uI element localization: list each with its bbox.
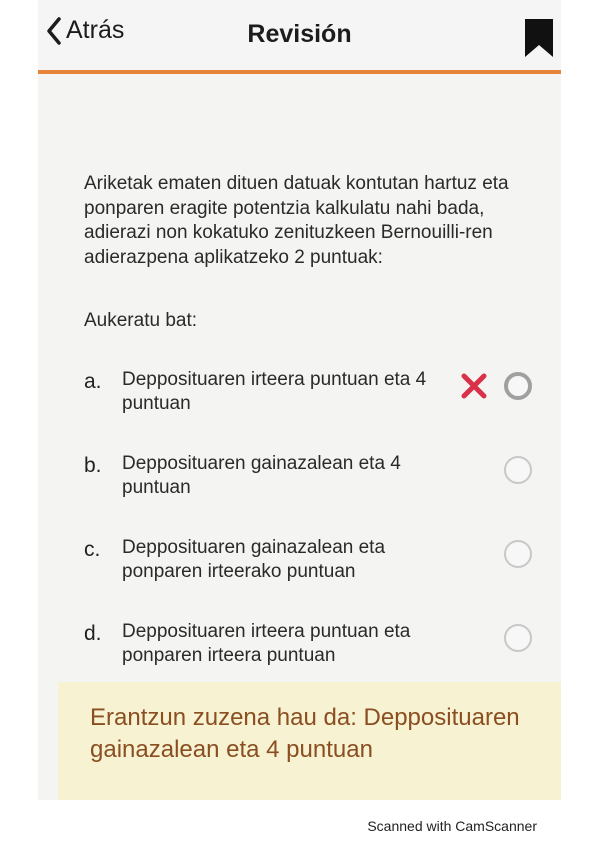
option-radio[interactable]	[504, 456, 532, 484]
navbar-divider	[38, 70, 561, 74]
option-letter: a.	[84, 370, 102, 393]
answer-option-d[interactable]	[84, 620, 544, 680]
answer-option-c[interactable]	[84, 536, 544, 596]
navbar	[38, 0, 561, 74]
option-radio[interactable]	[504, 540, 532, 568]
quiz-review-screen	[38, 0, 561, 800]
option-letter: b.	[84, 454, 102, 477]
feedback-text: Erantzun zuzena hau da: Depposituaren gainazalean eta 4 puntuan	[90, 704, 520, 763]
option-text: Depposituaren irteera puntuan eta ponparen irteera puntuan	[122, 621, 411, 666]
close-icon	[460, 372, 488, 400]
option-radio[interactable]	[504, 372, 532, 400]
option-radio[interactable]	[504, 624, 532, 652]
option-text: Depposituaren gainazalean eta 4 puntuan	[122, 453, 401, 498]
correct-answer-feedback	[58, 682, 561, 800]
answer-option-b[interactable]	[84, 452, 544, 512]
option-letter: d.	[84, 622, 102, 645]
question-text: Ariketak ematen dituen datuak kontutan hartuz eta ponparen eragite potentzia kalkulatu nahi bada, adierazi non kokatuko zenituzkeen Bernouilli-ren adierazpena aplikatzeko 2 puntuak:	[84, 173, 509, 268]
page-title: Revisión	[247, 20, 352, 48]
scanner-credit: Scanned with CamScanner	[367, 818, 537, 834]
option-text: Depposituaren irteera puntuan eta 4 puntuan	[122, 369, 427, 414]
back-button-label: Atrás	[66, 16, 125, 44]
question-prompt: Aukeratu bat:	[84, 310, 198, 331]
option-letter: c.	[84, 538, 101, 561]
bookmark-icon[interactable]	[523, 18, 555, 58]
answer-option-a[interactable]	[84, 368, 544, 428]
option-text: Depposituaren gainazalean eta ponparen irteerako puntuan	[122, 537, 386, 582]
